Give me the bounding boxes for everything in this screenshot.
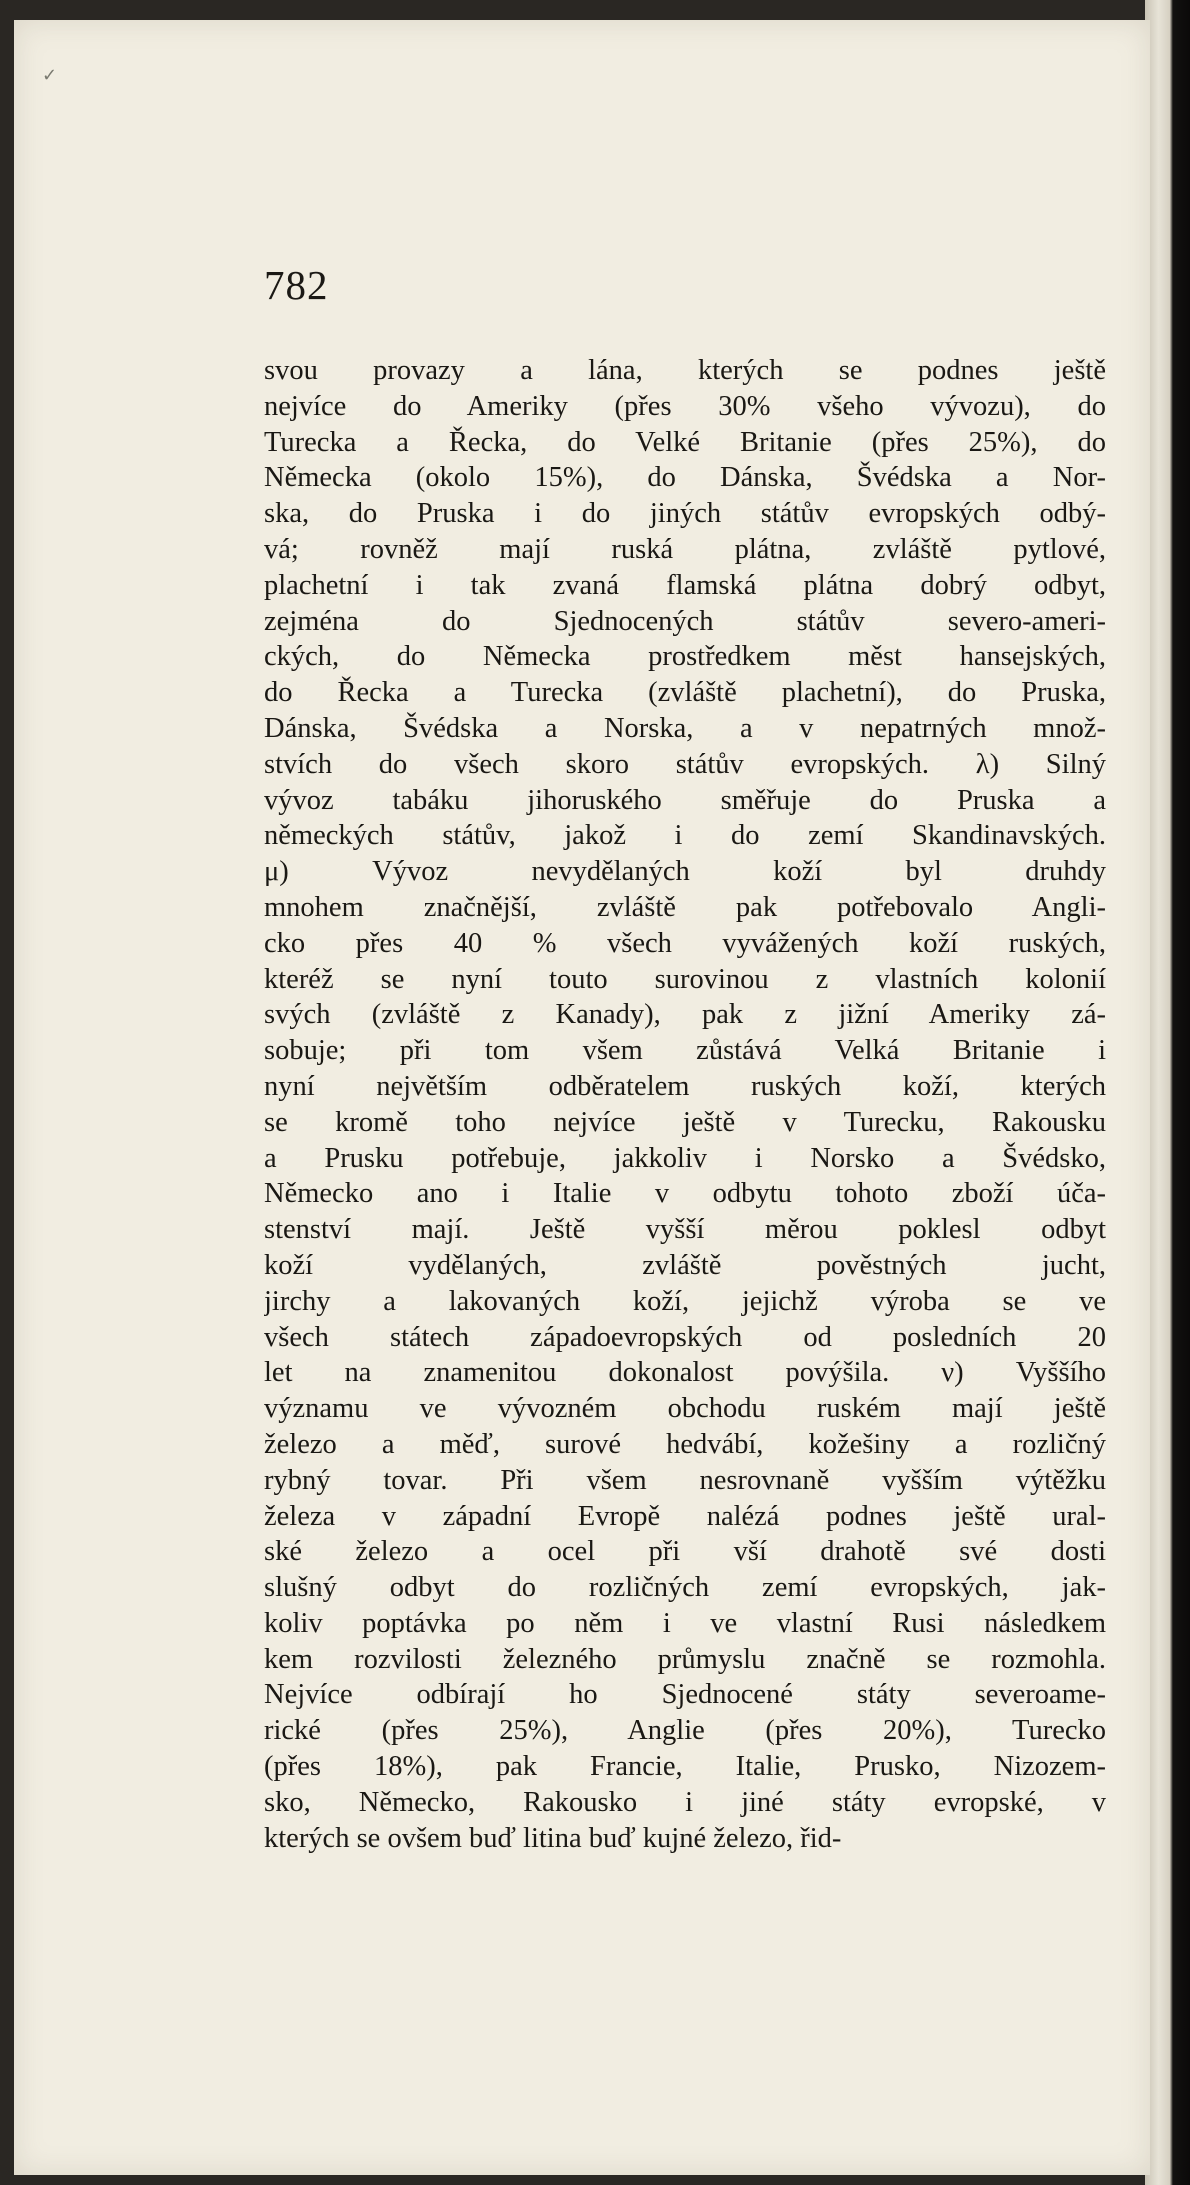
- text-line: rybný tovar. Při všem nesrovnaně vyšším výtěžku: [264, 1464, 1106, 1496]
- text-line: mnohem značnější, zvláště pak potřebovalo Angli-: [264, 891, 1106, 923]
- text-line: významu ve vývozném obchodu ruském mají ještě: [264, 1393, 1106, 1425]
- text-line: jirchy a lakovaných koží, jejichž výroba se ve: [264, 1285, 1106, 1317]
- text-line: a Prusku potřebuje, jakkoliv i Norsko a Švédsko,: [264, 1142, 1106, 1174]
- text-line: svou provazy a lána, kterých se podnes ještě: [264, 355, 1106, 386]
- text-line: železo a měď, surové hedvábí, kožešiny a rozličný: [264, 1428, 1106, 1460]
- text-line: Německo ano i Italie v odbytu tohoto zboží úča-: [264, 1178, 1106, 1210]
- text-line: ckých, do Německa prostředkem měst hansejských,: [264, 641, 1106, 673]
- text-line: stvích do všech skoro státův evropských. λ) Silný: [264, 748, 1106, 780]
- page-number: 782: [264, 262, 329, 308]
- pencil-check-mark: ✓: [42, 65, 58, 86]
- text-line: vá; rovněž mají ruská plátna, zvláště pytlové,: [264, 533, 1106, 565]
- text-line: do Řecka a Turecka (zvláště plachetní), do Pruska,: [264, 677, 1106, 709]
- text-line: Turecka a Řecka, do Velké Britanie (přes 25%), do: [264, 426, 1106, 458]
- text-line: slušný odbyt do rozličných zemí evropských, jak-: [264, 1572, 1106, 1604]
- text-line: koliv poptávka po něm i ve vlastní Rusi následkem: [264, 1607, 1106, 1639]
- text-line: železa v západní Evropě nalézá podnes ještě ural-: [264, 1500, 1106, 1532]
- text-line: Německa (okolo 15%), do Dánska, Švédska a Nor-: [264, 462, 1106, 494]
- text-line: Nejvíce odbírají ho Sjednocené státy severoame-: [264, 1679, 1106, 1711]
- text-line: rické (přes 25%), Anglie (přes 20%), Turecko: [264, 1715, 1106, 1747]
- text-line: (přes 18%), pak Francie, Italie, Prusko, Nizozem-: [264, 1751, 1106, 1783]
- text-line: ské železo a ocel při vší drahotě své dosti: [264, 1536, 1106, 1568]
- text-line: německých státův, jakož i do zemí Skandinavských.: [264, 820, 1106, 852]
- text-line: vývoz tabáku jihoruského směřuje do Pruska a: [264, 784, 1106, 816]
- text-line: plachetní i tak zvaná flamská plátna dobrý odbyt,: [264, 569, 1106, 601]
- text-line: všech státech západoevropských od posledních 20: [264, 1321, 1106, 1353]
- text-line: sko, Německo, Rakousko i jiné státy evropské, v: [264, 1786, 1106, 1818]
- text-line: nyní největším odběratelem ruských koží, kterých: [264, 1070, 1106, 1102]
- text-line: se kromě toho nejvíce ještě v Turecku, Rakousku: [264, 1106, 1106, 1138]
- body-text: [264, 353, 1106, 1856]
- text-line: μ) Vývoz nevydělaných koží byl druhdy: [264, 856, 1106, 888]
- text-line: stenství mají. Ještě vyšší měrou poklesl odbyt: [264, 1214, 1106, 1246]
- text-line: kteréž se nyní touto surovinou z vlastních kolonií: [264, 963, 1106, 995]
- text-line: sobuje; při tom všem zůstává Velká Britanie i: [264, 1035, 1106, 1067]
- text-line: kterých se ovšem buď litina buď kujné železo, řid-: [264, 1822, 842, 1854]
- text-line: kem rozvilosti železného průmyslu značně se rozmohla.: [264, 1643, 1106, 1675]
- text-line: let na znamenitou dokonalost povýšila. ν) Vyššího: [264, 1357, 1106, 1389]
- book-spine: [1145, 0, 1190, 2185]
- text-line: svých (zvláště z Kanady), pak z jižní Ameriky zá-: [264, 999, 1106, 1031]
- text-line: koží vydělaných, zvláště pověstných jucht,: [264, 1249, 1106, 1281]
- text-line: zejména do Sjednocených státův severo-ameri-: [264, 605, 1106, 637]
- text-line: ska, do Pruska i do jiných státův evropských odbý-: [264, 498, 1106, 530]
- text-line: Dánska, Švédska a Norska, a v nepatrných množ-: [264, 712, 1106, 744]
- book-page: [14, 20, 1150, 2175]
- text-line: nejvíce do Ameriky (přes 30% všeho vývozu), do: [264, 390, 1106, 422]
- text-line: cko přes 40 % všech vyvážených koží ruských,: [264, 927, 1106, 959]
